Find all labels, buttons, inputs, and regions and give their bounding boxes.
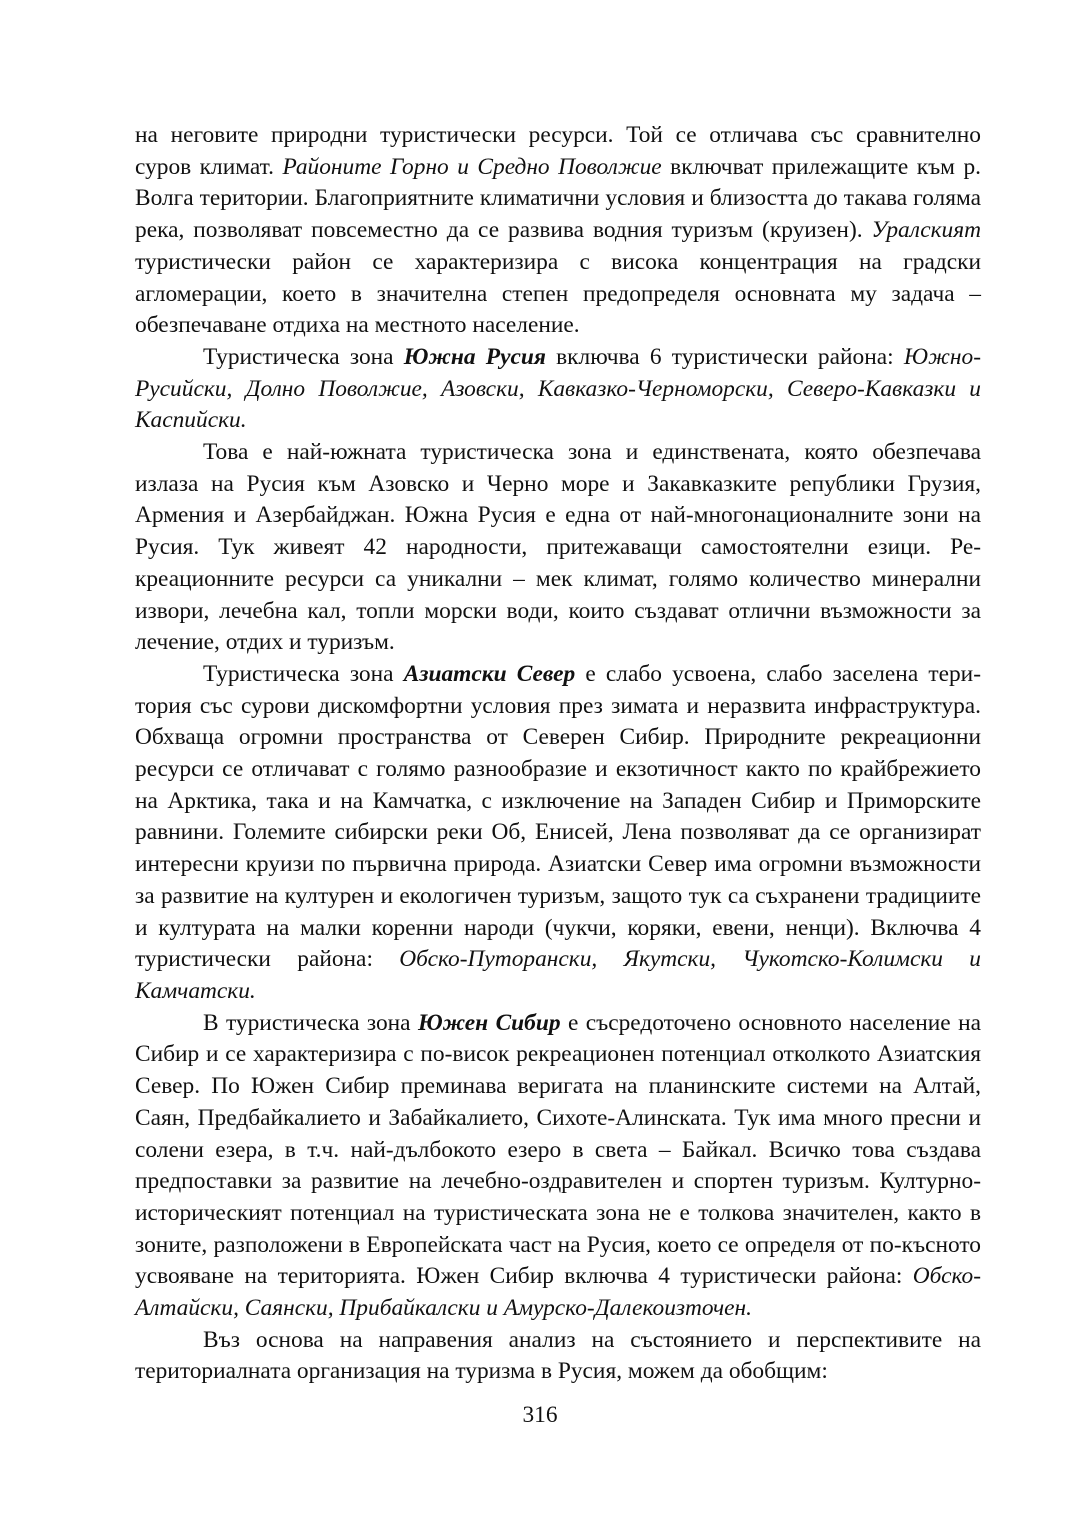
page-number: 316 bbox=[522, 1402, 558, 1428]
text-run: Въз основа на направения анализ на състоянието и перспективите на териториалната организация на туризма в Русия, можем да обобщим: bbox=[135, 1326, 981, 1385]
italic-run: Уралският bbox=[871, 217, 981, 244]
page-body bbox=[135, 120, 981, 1388]
paragraph-conclusion-intro bbox=[135, 1325, 981, 1388]
italic-run: Обско-Путорански, Якутски, Чукотско-Колимски и Камчатски. bbox=[135, 946, 981, 1004]
text-run: е слабо усвоена, слабо заселена територия със сурови дискомфортни условия през зимата и неразвита инфраструктура. Обхваща огромни пространства от Северен Сибир. Природните рекреационни ресурси се отличават с голямо разнообразие и екзотичност както по крайбрежието на Арктика, така и на Камчатка, с изключение на Западен Сибир и Приморските равнини. Големите сибирски реки Об, Енисей, Лена позволяват да се организират интересни круизи по първична природа. Азиатски Север има огромни възможности за развитие на културен и екологичен туризъм, защото тук са съхранени традициите и културата на малки коренни народи (чукчи, коряки, евени, ненци). Включва 4 туристически района: bbox=[135, 660, 981, 973]
italic-run: Южно-Русийски, Долно Поволжие, Азовски, Кавказко-Черноморски, Северо-Кавказки и Каспийски. bbox=[135, 343, 981, 434]
zone-name-south-siberia: Южен Сибир bbox=[417, 1009, 561, 1036]
text-run: включват прилежащите към р. Волга територии. Благоприятните климатични условия и близостта до такава голяма река, позволяват повсеместно да се развива водния туризъм (круизен). bbox=[135, 153, 981, 244]
italic-run: Обско-Алтайски, Саянски, Прибайкалски и Амурско-Далекоизточен. bbox=[135, 1263, 981, 1322]
paragraph-asian-north bbox=[135, 659, 981, 1008]
paragraph-south-siberia bbox=[135, 1008, 981, 1325]
zone-name-south-russia: Южна Русия bbox=[403, 343, 546, 370]
text-run: Туристическа зона bbox=[203, 660, 404, 687]
text-run: е съсредоточено основното население на Сибир и се характеризира с по-висок рекреационен потенциал отколкото Азиатския Север. По Южен Сибир преминава веригата на планинските системи на Алтай, Саян, Предбайкалието и Забайкалието, Сихоте-Алинската. Тук има много пресни и солени езера, в т.ч. най-дълбокото езеро в света – Байкал. Всичко това създава предпоставки за развитие на лечебно-оздравителен и спортен туризъм. Културно-историческият потенциал на туристическата зона не е толкова значителен, както в зоните, разположени в Европейската част на Русия, което се определя от по-късното усвояване на територията. Южен Сибир включва 4 туристически района: bbox=[135, 1009, 981, 1290]
text-run: В туристическа зона bbox=[203, 1009, 418, 1036]
zone-name-asian-north: Азиатски Север bbox=[403, 660, 576, 687]
text-run: Туристическа зона bbox=[203, 343, 404, 370]
italic-run: Районите Горно и Средно Поволжие bbox=[282, 153, 662, 180]
paragraph-south-russia-intro bbox=[135, 342, 981, 437]
text-run: на неговите природни туристически ресурси. Той се отличава със сравнително суров климат. bbox=[135, 122, 981, 180]
paragraph-central-russia-regions bbox=[135, 120, 981, 342]
text-run: туристически район се характеризира с висока концентрация на градски агломерации, което в значителна степен предопределя основната му задача – обезпечаване отдиха на местното население. bbox=[135, 248, 981, 339]
text-run: включва 6 туристически района: bbox=[545, 343, 904, 370]
text-run: Това е най-южната туристическа зона и единствената, която обезпечава излаза на Русия към Азовско и Черно море и Закавказките републики Грузия, Армения и Азербайджан. Южна Русия е една от най-многонационалните зони на Русия. Тук живеят 42 народности, притежаващи самостоятелни езици. Рекреационните ресурси са уникални – мек климат, голямо количество минерални извори, лечебна кал, топли морски води, които създават отлични възможности за лечение, отдих и туризъм. bbox=[135, 439, 981, 656]
paragraph-south-russia-description bbox=[135, 437, 981, 659]
